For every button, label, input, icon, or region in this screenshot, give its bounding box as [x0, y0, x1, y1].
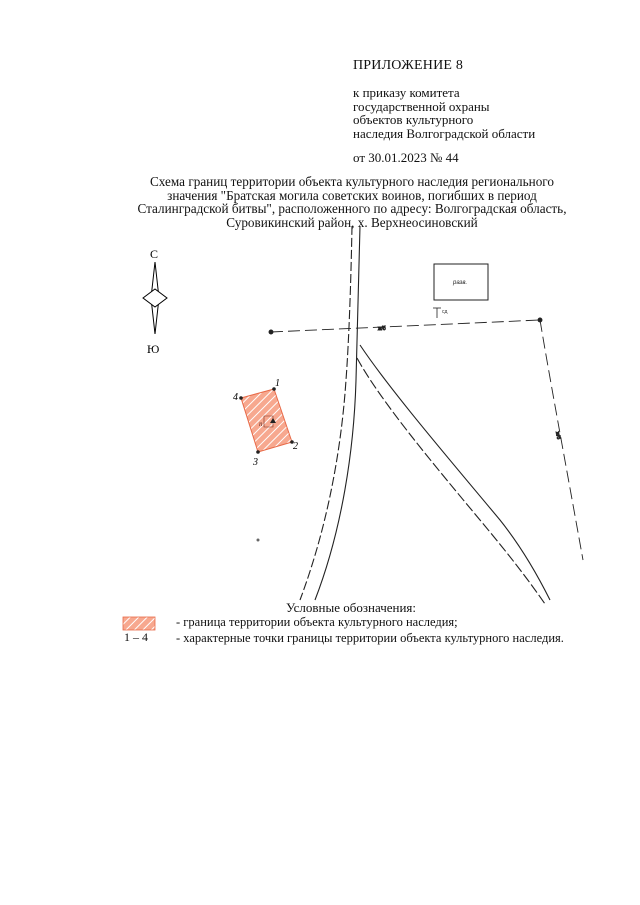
- legend-item-points: - характерные точки границы территории объекта культурного наследия.: [176, 631, 564, 645]
- svg-text:сд: сд: [442, 309, 448, 315]
- compass-north-label: С: [150, 247, 159, 261]
- order-date: от 30.01.2023 № 44: [353, 150, 459, 165]
- legend-point-range: 1 – 4: [124, 630, 148, 644]
- boundary-point-label: 2: [293, 441, 298, 452]
- boundary-point-label: 1: [275, 378, 280, 389]
- legend-title: Условные обозначения:: [286, 600, 417, 615]
- boundary-point: [290, 440, 298, 452]
- building-label: разв.: [453, 280, 468, 286]
- boundary-point: [233, 392, 243, 403]
- order-line: наследия Волгоградской области: [353, 125, 536, 141]
- scheme-title-line: Суровикинский район, х. Верхнеосиновский: [226, 214, 478, 230]
- survey-marker: [257, 539, 260, 542]
- boundary-point-label: 3: [253, 457, 258, 468]
- boundary-point: [252, 450, 260, 468]
- order-line: к приказу комитета: [353, 85, 460, 100]
- compass-rose-icon: [143, 262, 167, 334]
- boundary-point-label: 4: [233, 392, 238, 403]
- order-line: объектов культурного: [353, 112, 474, 127]
- svg-text:п: п: [259, 420, 263, 428]
- scheme-title-line: Схема границ территории объекта культурного наследия регионального: [150, 174, 554, 189]
- appendix-title: ПРИЛОЖЕНИЕ 8: [353, 58, 464, 73]
- compass-south-label: Ю: [147, 342, 160, 356]
- svg-text:ж/б: ж/б: [378, 326, 386, 332]
- order-line: государственной охраны: [353, 98, 490, 114]
- scheme-title-line: Сталинградской битвы", расположенного по адресу: Волгоградская область,: [137, 201, 567, 216]
- legend-hatch-swatch: [123, 617, 155, 630]
- fence-line: [269, 318, 583, 560]
- scheme-title-line: значения "Братская могила советских воинов, погибших в период: [167, 187, 537, 203]
- legend-item-boundary: - граница территории объекта культурного наследия;: [176, 615, 458, 629]
- building: [433, 264, 488, 318]
- svg-text:ж/б: ж/б: [554, 431, 562, 440]
- protected-territory-boundary: [241, 389, 292, 452]
- road: [300, 226, 550, 604]
- boundary-point: [272, 378, 280, 391]
